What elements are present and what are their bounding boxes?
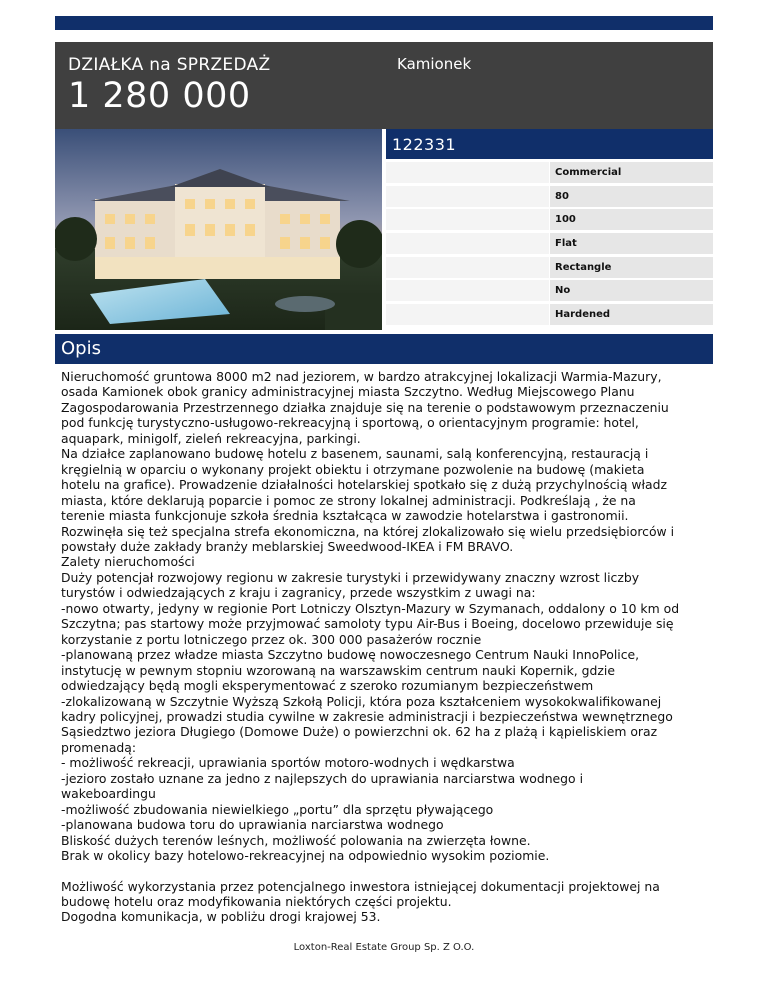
- description-section-header: [55, 334, 713, 364]
- listing-location: Kamionek: [397, 55, 472, 73]
- description-line: -jezioro zostało uznane za jedno z najlepszych do uprawiania narciarstwa wodnego i: [61, 770, 584, 786]
- detail-label-cell: [386, 257, 549, 278]
- description-line: -zlokalizowaną w Szczytnie Wyższą Szkołą Policji, która poza kształceniem wysokokwalifikowanej: [61, 693, 662, 709]
- description-line: osada Kamionek obok granicy administracyjnej miasta Szczytno. Według Miejscowego Planu: [61, 384, 635, 400]
- section-title: Opis: [61, 338, 101, 359]
- description-line: Sąsiedztwo jeziora Długiego (Domowe Duże) o powierzchni ok. 62 ha z plażą i kąpieliskiem oraz: [61, 724, 658, 740]
- paragraph-gap: [61, 864, 711, 879]
- description-line: kręgielnią w oparciu o wykonany projekt obiektu i otrzymane pozwolenie na budowę (makieta: [61, 461, 645, 477]
- description-line: Możliwość wykorzystania przez potencjalnego inwestora istniejącej dokumentacji projektowej na: [61, 878, 660, 894]
- description-line: Duży potencjał rozwojowy regionu w zakresie turystyki i przewidywany znaczny wzrost liczby: [61, 569, 640, 585]
- detail-row: [386, 233, 713, 254]
- description-line: odwiedzający będą mogli eksperymentować z szeroko rozumianym bezpieczeństwem: [61, 678, 594, 694]
- description-line: powstały duże zakłady branży meblarskiej Sweedwood-IKEA i FM BRAVO.: [61, 538, 514, 554]
- description-line: terenie miasta funkcjonuje szkoła średnia kształcąca w zawodzie hotelarstwa i gastronomii.: [61, 508, 629, 524]
- description-line: Zagospodarowania Przestrzennego działka znajduje się na terenie o podstawowym przeznaczeniu: [61, 399, 669, 415]
- detail-value: Rectangle: [550, 257, 713, 278]
- details-table: [386, 162, 713, 328]
- description-line: instytucję w pewnym stopniu wzorowaną na warszawskim centrum nauki Kopernik, gdzie: [61, 662, 615, 678]
- top-accent-bar: [55, 16, 713, 30]
- description-line: turystów i odwiedzających z kraju i zagranicy, przede wszystkim z uwagi na:: [61, 585, 536, 601]
- detail-label-cell: [386, 186, 549, 207]
- description-line: hotelu na grafice). Prowadzenie działalności hotelarskiej spotkało się z dużą przychylnością władz: [61, 477, 667, 493]
- detail-label-cell: [386, 280, 549, 301]
- company-footer: Loxton-Real Estate Group Sp. Z O.O.: [293, 942, 475, 953]
- listing-price: 1 280 000: [68, 76, 251, 116]
- listing-id: 122331: [392, 135, 457, 154]
- detail-row: [386, 304, 713, 325]
- hotel-rendering-image: [55, 129, 382, 330]
- description-line: Szczytna; pas startowy może przyjmować samoloty typu Air-Bus i Boeing, docelowo przewiduje się: [61, 616, 674, 632]
- description-line: Zalety nieruchomości: [61, 554, 195, 570]
- description-line: korzystanie z portu lotniczego przez ok. 300 000 pasażerów rocznie: [61, 631, 482, 647]
- description-line: wakeboardingu: [61, 786, 156, 802]
- detail-value: Hardened: [550, 304, 713, 325]
- detail-value: No: [550, 280, 713, 301]
- listing-id-bar: [386, 129, 713, 159]
- listing-header: [55, 42, 713, 129]
- description-line: aquapark, minigolf, zieleń rekreacyjna, parkingi.: [61, 430, 361, 446]
- detail-row: [386, 186, 713, 207]
- detail-value: 100: [550, 209, 713, 230]
- description-text: [61, 369, 711, 925]
- description-line: miasta, które deklarują poparcie i pomoc ze strony lokalnej administracji. Podkreślają , że na: [61, 492, 636, 508]
- detail-value: 80: [550, 186, 713, 207]
- description-paragraph-group: [61, 369, 711, 864]
- description-line: - możliwość rekreacji, uprawiania sportów motoro-wodnych i wędkarstwa: [61, 755, 515, 771]
- detail-row: [386, 280, 713, 301]
- detail-label-cell: [386, 162, 549, 183]
- detail-label-cell: [386, 304, 549, 325]
- detail-row: [386, 257, 713, 278]
- detail-row: [386, 162, 713, 183]
- description-line: -nowo otwarty, jedyny w regionie Port Lotniczy Olsztyn-Mazury w Szymanach, oddalony o 10 km od: [61, 600, 680, 616]
- detail-value: Flat: [550, 233, 713, 254]
- description-line: Bliskość dużych terenów leśnych, możliwość polowania na zwierzęta łowne.: [61, 832, 531, 848]
- description-line: Na działce zaplanowano budowę hotelu z basenem, saunami, salą konferencyjną, restauracją i: [61, 446, 649, 462]
- detail-value: Commercial: [550, 162, 713, 183]
- description-line: pod funkcję turystyczno-usługowo-rekreacyjną i sportową, o orientacyjnym programie: hotel,: [61, 415, 639, 431]
- detail-label-cell: [386, 209, 549, 230]
- description-line: budowę hotelu oraz modyfikowania niektórych części projektu.: [61, 893, 452, 909]
- description-line: promenadą:: [61, 739, 137, 755]
- description-paragraph-group: [61, 879, 711, 925]
- listing-type: DZIAŁKA na SPRZEDAŻ: [68, 55, 271, 75]
- description-line: kadry policyjnej, prowadzi studia cywilne w zakresie administracji i bezpieczeństwa wewnętrznego: [61, 708, 673, 724]
- description-line: Nieruchomość gruntowa 8000 m2 nad jeziorem, w bardzo atrakcyjnej lokalizacji Warmia-Mazury,: [61, 369, 662, 384]
- description-line: Rozwinęła się też specjalna strefa ekonomiczna, na której zlokalizowało się wielu przedsiębiorców i: [61, 523, 675, 539]
- description-line: Dogodna komunikacja, w pobliżu drogi krajowej 53.: [61, 909, 381, 925]
- description-line: -planowana budowa toru do uprawiania narciarstwa wodnego: [61, 817, 444, 833]
- description-line: -możliwość zbudowania niewielkiego „portu” dla sprzętu pływającego: [61, 801, 494, 817]
- description-line: -planowaną przez władze miasta Szczytno budowę nowoczesnego Centrum Nauki InnoPolice,: [61, 647, 640, 663]
- description-line: Brak w okolicy bazy hotelowo-rekreacyjnej na odpowiednio wysokim poziomie.: [61, 848, 550, 864]
- detail-label-cell: [386, 233, 549, 254]
- detail-row: [386, 209, 713, 230]
